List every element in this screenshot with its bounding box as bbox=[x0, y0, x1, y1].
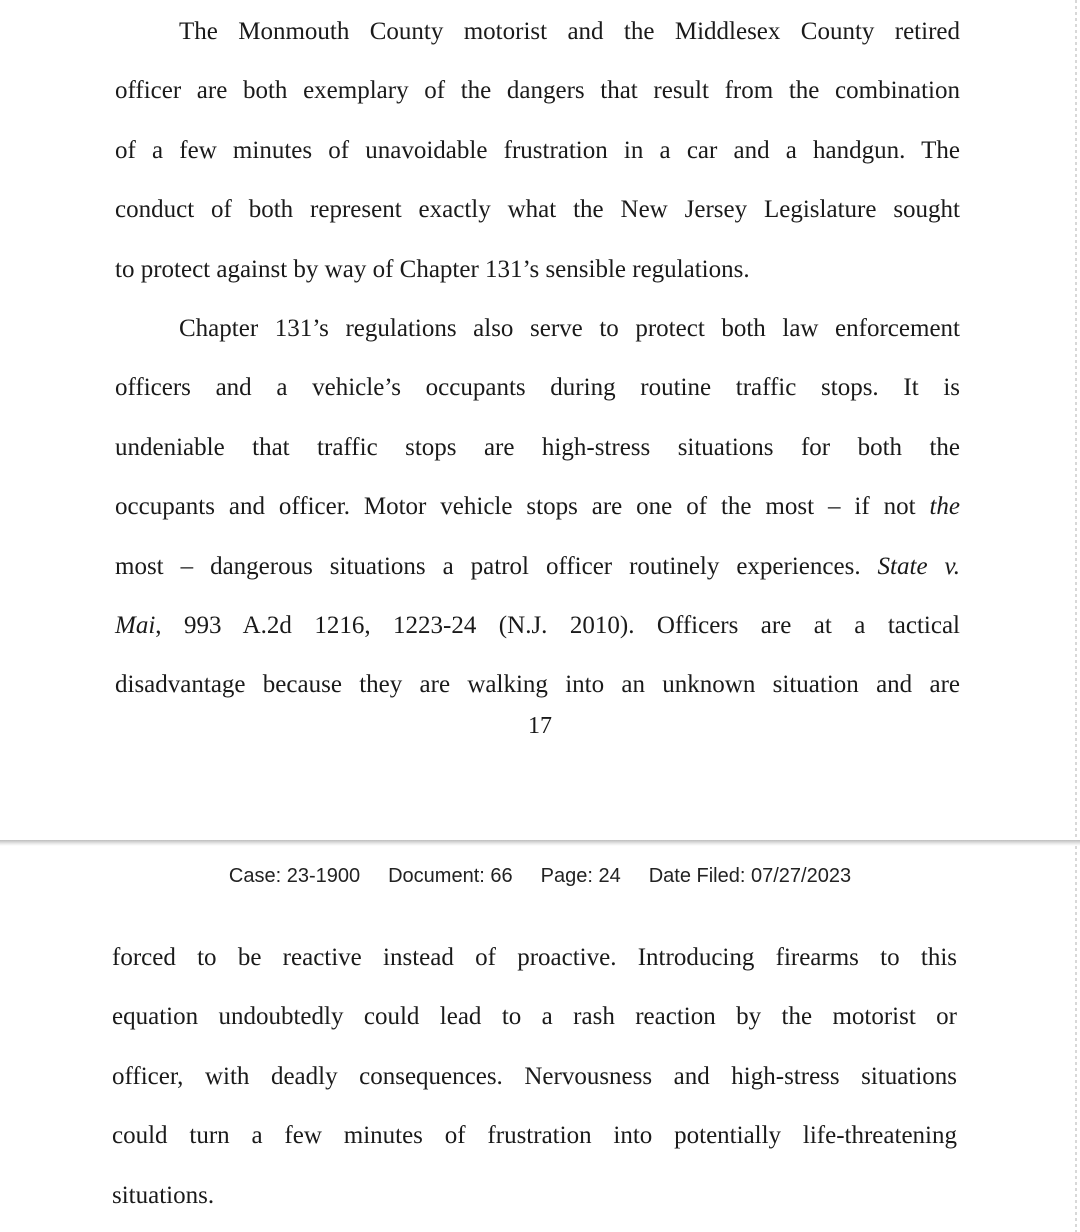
body-line: The Monmouth County motorist and the Middlesex County retired bbox=[179, 18, 960, 45]
filing-page-number: Page: 24 bbox=[540, 865, 621, 887]
page-number: 17 bbox=[528, 713, 552, 739]
body-line: Chapter 131’s regulations also serve to protect both law enforcement bbox=[179, 314, 960, 342]
body-line: to protect against by way of Chapter 131’s sensible regulations. bbox=[115, 255, 750, 283]
body-line: conduct of both represent exactly what the New Jersey Legislature sought bbox=[115, 196, 960, 224]
page-edge-lower bbox=[1075, 846, 1077, 1232]
case-filing-header bbox=[0, 862, 1080, 890]
body-line: could turn a few minutes of frustration into potentially life-threatening bbox=[112, 1122, 957, 1150]
body-line: of a few minutes of unavoidable frustration in a car and a handgun. The bbox=[115, 136, 960, 164]
body-line: forced to be reactive instead of proactive. Introducing firearms to this bbox=[112, 944, 957, 971]
body-text: , 993 A.2d 1216, 1223-24 (N.J. 2010). Officers are at a tactical bbox=[155, 611, 960, 639]
body-line: officer, with deadly consequences. Nervousness and high-stress situations bbox=[112, 1062, 957, 1090]
body-line: officers and a vehicle’s occupants during routine traffic stops. It is bbox=[115, 374, 960, 402]
body-line: equation undoubtedly could lead to a rash reaction by the motorist or bbox=[112, 1003, 957, 1031]
case-citation-name: State v. bbox=[877, 552, 961, 580]
body-line: undeniable that traffic stops are high-stress situations for both the bbox=[115, 433, 960, 461]
body-line-with-emphasis bbox=[115, 477, 960, 536]
lower-page-body bbox=[112, 928, 957, 1225]
date-filed: Date Filed: 07/27/2023 bbox=[648, 865, 852, 887]
case-number: Case: 23-1900 bbox=[228, 865, 361, 887]
document-number: Document: 66 bbox=[388, 865, 513, 887]
body-line: disadvantage because they are walking into an unknown situation and are bbox=[115, 671, 960, 699]
body-line: officer are both exemplary of the dangers that result from the combination bbox=[115, 77, 960, 105]
body-text: most – dangerous situations a patrol officer routinely experiences. bbox=[115, 552, 878, 580]
body-line-with-citation bbox=[115, 596, 960, 655]
case-citation-name: Mai bbox=[115, 611, 156, 639]
body-line: situations. bbox=[112, 1181, 215, 1209]
emphasis-text: the bbox=[929, 493, 960, 521]
upper-page-body bbox=[115, 2, 960, 715]
body-text: occupants and officer. Motor vehicle stops are one of the most – if not bbox=[115, 493, 930, 521]
body-line-with-citation bbox=[115, 537, 960, 596]
